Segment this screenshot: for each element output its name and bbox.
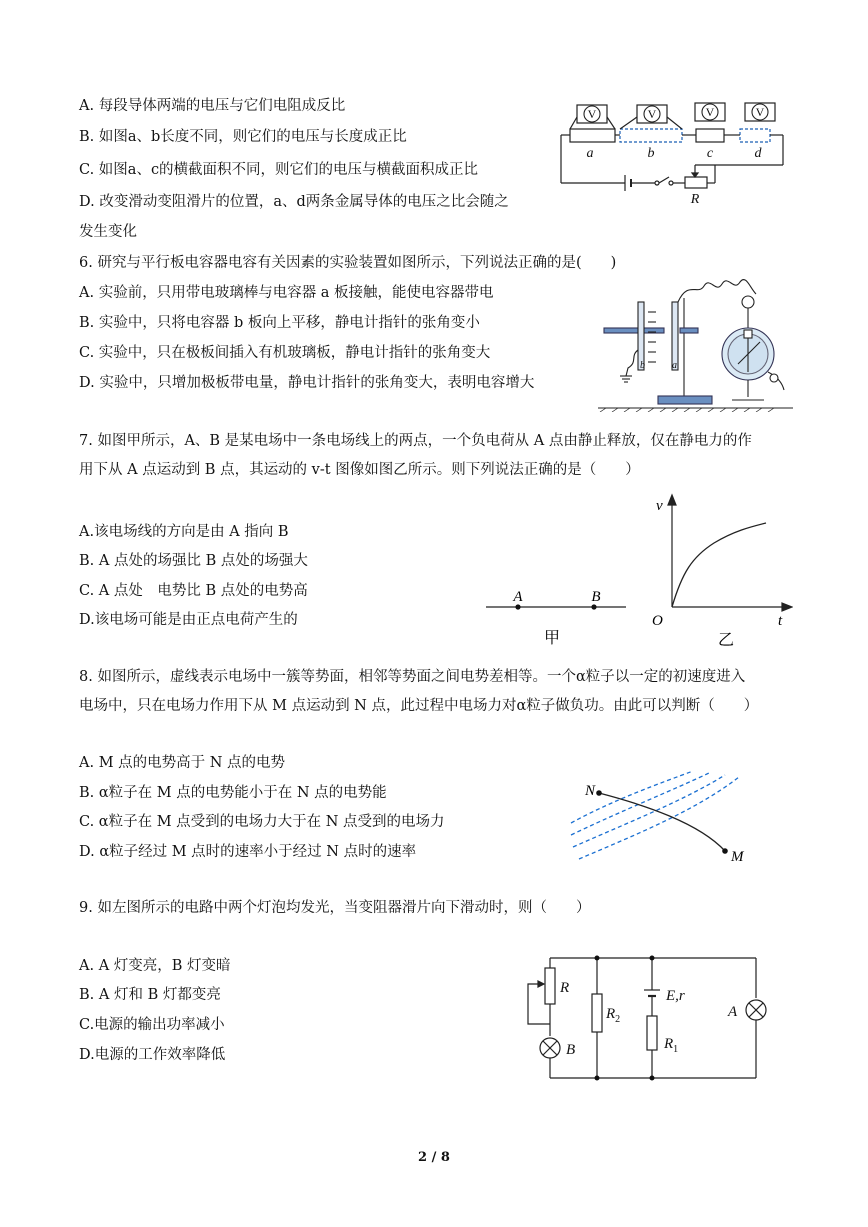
t-axis-label: t: [778, 613, 783, 629]
q9-option-a: A. A 灯变亮，B 灯变暗: [79, 958, 231, 974]
q9-option-d: D.电源的工作效率降低: [79, 1047, 226, 1063]
q6-option-d: D. 实验中，只增加极板带电量，静电计指针的张角变大，表明电容增大: [79, 375, 535, 391]
q8-stem-line2: 电场中，只在电场力作用下从 M 点运动到 N 点，此过程中电场力对α粒子做负功。由此可以判断（ ）: [79, 698, 759, 714]
q5-option-a: A. 每段导体两端的电压与它们电阻成反比: [79, 98, 346, 114]
point-b-label: B: [591, 589, 601, 605]
q7-option-d: D.该电场可能是由正点电荷产生的: [79, 612, 298, 628]
q6-capacitor-apparatus: [598, 272, 798, 412]
q9-circuit-diagram: [522, 952, 772, 1084]
q7-option-b: B. A 点处的场强比 B 点处的场强大: [79, 553, 308, 569]
q6-option-c: C. 实验中，只在极板间插入有机玻璃板，静电计指针的张角变大: [79, 345, 491, 361]
figure-yi-caption: 乙: [717, 632, 735, 649]
point-n-label: N: [585, 783, 596, 799]
q9-option-c: C.电源的输出功率减小: [79, 1017, 225, 1033]
voltmeter-label: V: [755, 105, 765, 119]
rheostat-r-label: R: [560, 980, 570, 996]
resistor-r1-label: $R_1$: [664, 1036, 679, 1055]
q7-field-line-diagram: [484, 585, 629, 645]
q8-equipotential-diagram: [565, 765, 765, 870]
resistor-r2-label: $R_2$: [606, 1006, 621, 1025]
rheostat-label: R: [690, 192, 700, 207]
q9-stem: 9. 如左图所示的电路中两个灯泡均发光，当变阻器滑片向下滑动时，则（ ）: [79, 900, 591, 916]
voltmeter-label: V: [647, 107, 657, 121]
lamp-b-label: B: [566, 1042, 576, 1058]
conductor-d-label: d: [754, 146, 762, 161]
figure-jia-caption: 甲: [543, 630, 561, 645]
voltmeter-label: V: [587, 107, 597, 121]
q6-option-b: B. 实验中，只将电容器 b 板向上平移，静电计指针的张角变小: [79, 315, 480, 331]
q7-option-c: C. A 点处 电势比 B 点处的电势高: [79, 583, 308, 599]
page-number: 2 / 8: [418, 1150, 450, 1165]
q8-stem-line1: 8. 如图所示，虚线表示电场中一簇等势面，相邻等势面之间电势差相等。一个α粒子以一定的初速度进入: [79, 669, 746, 685]
conductor-b-label: b: [647, 146, 655, 161]
q8-option-d: D. α粒子经过 M 点时的速率小于经过 N 点时的速率: [79, 844, 417, 860]
q8-option-b: B. α粒子在 M 点的电势能小于在 N 点的电势能: [79, 785, 387, 801]
origin-label: O: [652, 613, 663, 629]
q5-option-c: C. 如图a、c的横截面积不同，则它们的电压与横截面积成正比: [79, 162, 479, 178]
q9-option-b: B. A 灯和 B 灯都变亮: [79, 987, 221, 1003]
q5-option-d: D. 改变滑动变阻滑片的位置，a、d两条金属导体的电压之比会随之: [79, 194, 509, 210]
lamp-a-label: A: [728, 1004, 738, 1020]
q7-stem-line1: 7. 如图甲所示，A、B 是某电场中一条电场线上的两点，一个负电荷从 A 点由静止释放，仅在静电力的作: [79, 433, 752, 449]
q5-option-d-cont: 发生变化: [79, 224, 137, 240]
q5-option-b: B. 如图a、b长度不同，则它们的电压与长度成正比: [79, 129, 407, 145]
q6-stem: 6. 研究与平行板电容器电容有关因素的实验装置如图所示，下列说法正确的是( ): [79, 255, 617, 271]
v-axis-label: v: [656, 498, 663, 514]
plate-a-label: a: [672, 360, 677, 371]
q5-circuit-diagram: [555, 95, 790, 210]
q8-option-c: C. α粒子在 M 点受到的电场力大于在 N 点受到的电场力: [79, 814, 445, 830]
source-er-label: E,r: [666, 988, 685, 1004]
q7-vt-graph: [648, 493, 793, 651]
q6-option-a: A. 实验前，只用带电玻璃棒与电容器 a 板接触，能使电容器带电: [79, 285, 494, 301]
q7-stem-line2: 用下从 A 点运动到 B 点，其运动的 v-t 图像如图乙所示。则下列说法正确的是（ ）: [79, 462, 640, 478]
q8-option-a: A. M 点的电势高于 N 点的电势: [79, 755, 286, 771]
point-a-label: A: [513, 589, 523, 605]
point-m-label: M: [731, 849, 744, 865]
conductor-a-label: a: [586, 146, 594, 161]
conductor-c-label: c: [706, 146, 714, 161]
q7-option-a: A.该电场线的方向是由 A 指向 B: [79, 524, 289, 540]
plate-b-label: b: [640, 360, 645, 371]
voltmeter-label: V: [705, 105, 715, 119]
